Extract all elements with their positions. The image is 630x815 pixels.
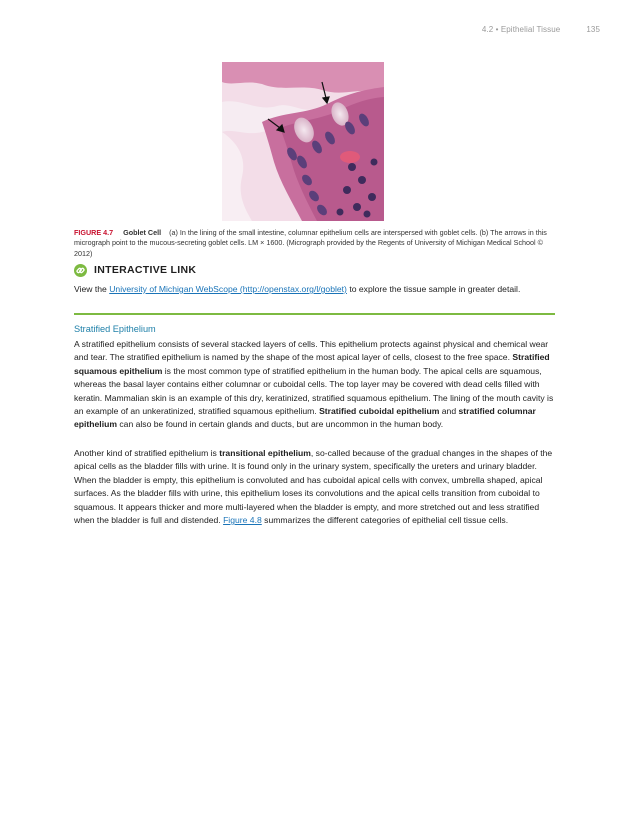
goblet-cell-micrograph xyxy=(222,62,384,221)
interactive-link-heading xyxy=(74,263,196,277)
header-section: 4.2 • Epithelial Tissue xyxy=(481,25,561,34)
p2-text-2: , so-called because of the gradual changes in the shapes of the apical cells as the bladder fills with urine. It is found only in the urinary system, specifically the ureters and urinary bladder. When the bladder is empty, this epithelium is convoluted and has cuboidal apical cells with convex, umbrella shaped, apical surfaces. As the bladder fills with urine, this epithelium loses its convolutions and the apical cells transition from cuboidal to squamous. It appears thicker and more multi-layered when the bladder is empty, and more stretched out and less stratified when the bladder is full and distended. xyxy=(74,448,553,526)
p1-text-4: can also be found in certain glands and ducts, but are uncommon in the human body. xyxy=(116,419,444,430)
running-header xyxy=(482,25,600,34)
section-divider xyxy=(74,313,555,315)
micrograph-image xyxy=(222,62,384,221)
interactive-link-title: INTERACTIVE LINK xyxy=(94,264,197,276)
section-heading: Stratified Epithelium xyxy=(74,324,156,334)
figure-title: Goblet Cell xyxy=(123,228,162,237)
paragraph-stratified xyxy=(74,338,556,432)
p1-text-3: and xyxy=(439,406,459,417)
term-stratified-columnar: stratified columnar epithelium xyxy=(74,406,536,430)
p2-text-1: Another kind of stratified epithelium is xyxy=(74,448,220,458)
p2-text-3: summarizes the different categories of epithelial cell tissue cells. xyxy=(261,515,509,526)
chain-link-icon xyxy=(74,264,87,277)
term-stratified-squamous: Stratified squamous epithelium xyxy=(74,352,550,376)
term-stratified-cuboidal: Stratified cuboidal epithelium xyxy=(319,406,440,417)
paragraph-transitional xyxy=(74,447,556,527)
figure-4-8-link[interactable]: Figure 4.8 xyxy=(223,515,262,526)
link-text-after: to explore the tissue sample in greater detail. xyxy=(346,284,521,294)
page-number: 135 xyxy=(586,25,600,34)
p1-text-1: A stratified epithelium consists of several stacked layers of cells. This epithelium protects against physical and chemical wear and tear. The stratified epithelium is named by the shape of the most apical layer of cells, closest to the free space. xyxy=(74,339,549,363)
figure-label: FIGURE 4.7 xyxy=(74,228,114,237)
term-transitional: transitional epithelium xyxy=(219,448,311,458)
link-text-before: View the xyxy=(74,284,110,294)
interactive-link-paragraph xyxy=(74,283,554,296)
figure-caption-text: (a) In the lining of the small intestine, columnar epithelium cells are interspersed with goblet cells. (b) The arrows in this micrograph point to the mucous-secreting goblet cells. LM × 1600. (Micrograph provided by the Regents of University of Michigan Medical School © 2012) xyxy=(74,228,547,258)
figure-caption xyxy=(74,228,559,259)
p1-text-2: is the most common type of stratified epithelium in the human body. The apical cells are squamous, whereas the basal layer contains either columnar or cuboidal cells. The top layer may be covered with dead cells filled with keratin. Mammalian skin is an example of this dry, keratinized, stratified squamous epithelium. The lining of the mouth cavity is an example of an unkeratinized, stratified squamous epithelium. xyxy=(74,365,554,417)
webscope-link[interactable]: University of Michigan WebScope (http://openstax.org/l/goblet) xyxy=(109,284,347,294)
